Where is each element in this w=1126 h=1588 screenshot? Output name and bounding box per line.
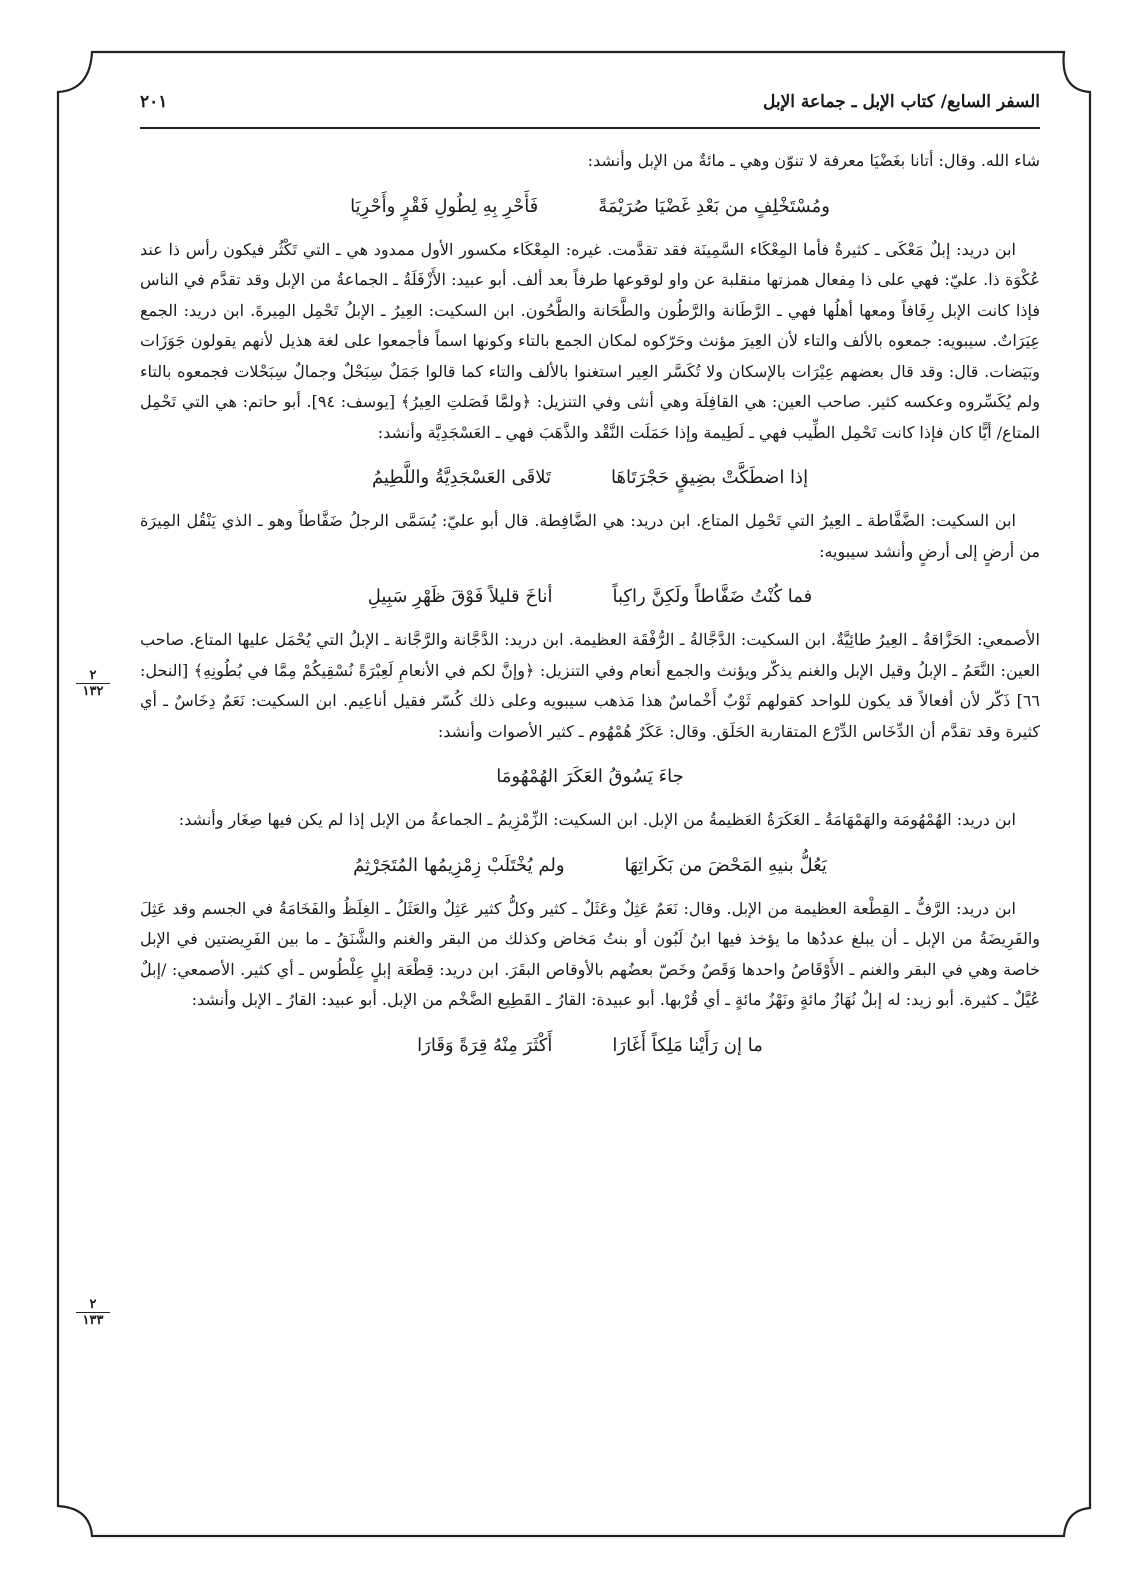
verse bbox=[140, 191, 1040, 223]
verse-second-hemistich: أناخَ قليلاً فَوْقَ ظَهْرِ سَبِيلِ bbox=[367, 586, 553, 607]
verse-second-hemistich: فَأَحْرِ بِهِ لِطُولِ فَقْرٍ وأَحْرِيَا bbox=[350, 195, 539, 217]
margin-note-volume: ٢ bbox=[76, 1297, 110, 1313]
header-title: السفر السابع/ كتاب الإبل ـ جماعة الإبل bbox=[762, 92, 1040, 112]
verse-first-hemistich: إذا اضطَكَّتْ بضِيقٍ حَجْرَتَاهَا bbox=[611, 467, 809, 488]
verse-first-hemistich: فما كُنْتُ ضَفَّاطاً ولَكِنَّ راكِباً bbox=[612, 586, 813, 607]
page-number: ٢٠١ bbox=[140, 92, 168, 112]
paragraph: ابن السكيت: الضَّفَّاطة ـ العِيرُ التي تَحْمِل المتاع. ابن دريد: هي الضَّافِطة. قال أبو عليّ: يُسَمَّى الرجلُ ضَفَّاطاً وهو ـ الذي يَنْقُل المِيرَة من أرضٍ إلى أرضٍ وأنشد سيبويه: bbox=[140, 511, 1040, 561]
verse-second-hemistich: ولم يُخْتَلَبْ زِمْزِيمُها المُتَجَرْثِمُ bbox=[353, 854, 565, 876]
margin-note-folio: ١٣٢ bbox=[82, 684, 104, 699]
verse-second-hemistich: أَكْثَرَ مِنْهُ قِرَةً وَقَارَا bbox=[417, 1034, 553, 1056]
verse-single-line: جاءَ يَسُوقُ العَكَرَ الهُمْهُومَا bbox=[496, 766, 684, 787]
verse bbox=[140, 462, 1040, 494]
paragraph: ابن دريد: الهُمْهُومَة والهَمْهَامَةُ ـ العَكَرَةُ العَظيمةُ من الإبل. ابن السكيت: الزِّمْزِيمُ ـ الجماعةُ من الإبل إذا لم يكن فيها صِغَار وأنشد: bbox=[178, 810, 1016, 829]
verse-second-hemistich: تَلاقَى العَسْجَدِيَّةُ واللَّطِيمُ bbox=[371, 467, 552, 488]
verse-first-hemistich: يَعُلُّ بنيهِ المَحْضَ من بَكَراتِهَا bbox=[624, 854, 827, 876]
verse bbox=[140, 1030, 1040, 1062]
verse-first-hemistich: ومُسْتَخْلِفٍ من بَعْدِ غَضْيَا صُرَيْمَةً bbox=[598, 195, 830, 217]
margin-note-folio: ١٣٣ bbox=[82, 1313, 104, 1328]
margin-note bbox=[76, 668, 110, 699]
page-body bbox=[140, 146, 1040, 1074]
verse bbox=[140, 581, 1040, 613]
paragraph: الأصمعي: الحَزَّاقةُ ـ العِيرُ طائِيَّةٌ. ابن السكيت: الدَّجَّالةُ ـ الرُّفْقَة العظيمة. ابن دريد: الدَّجَّانة والرَّجَّانة ـ الإبلُ التي يُحْمَل عليها المتاع. صاحب العين: النَّعَمُ ـ الإبلُ وقيل الإبل والغنم يذكّر ويؤنث والجمع أنعام وفي التنزيل: ﴿وإنَّ لكم في الأنعامِ لَعِبْرَةً نُسْقِيكُمْ مِمَّا في بُطُونِهِ﴾ [النحل: ٦٦] ذَكّر لأن أفعالاً قد يكون للواحد كقولهم ثَوْبٌ أَخْماسٌ هذا مَذهب سيبويه وعلى ذلك كُسّر فقيل أناعِيم. ابن السكيت: نَعَمٌ دِخَاسٌ ـ أي كثيرة وقد تقدَّم أن الدِّخَاس الدِّرْع المتقاربة الحَلَق. وقال: عَكَرٌ هُمْهُوم ـ كثير الأصوات وأنشد: bbox=[140, 630, 1041, 741]
margin-note bbox=[76, 1297, 110, 1328]
verse-first-hemistich: ما إن رَأَيْنا مَلِكاً أَغَارَا bbox=[612, 1034, 763, 1056]
verse bbox=[140, 761, 1040, 793]
paragraph: شاء الله. وقال: أتانا بغَضْيَا معرفة لا تنوّن وهي ـ مائةٌ من الإبل وأنشد: bbox=[587, 151, 1040, 170]
paragraph: ابن دريد: الرَّفُّ ـ القِطْعة العظيمة من الإبل. وقال: نَعَمٌ عَثِلٌ وعَثَلٌ ـ كثير وكلُّ كثير عَثِلٌ والعَثَلُ ـ الغِلَظُ والفَخَامَةُ في الجسم وقد عَثِلَ والفَرِيضَةُ من الإبل ـ أن يبلغ عددُها ما يؤخذ فيها ابنُ لَبُون أو بنتُ مَخاض وكذلك من البقر والغنم والشَّنَقُ ـ ما بين الفَرِيضتين في الإبل خاصة وهي في البقر والغنم ـ الأَوْقَاصُ واحدها وَقَصٌ وخَصّ بعضُهم بالأوقاص البقَرَ. ابن دريد: قِطْعَة إبلٍ عِلْطُوس ـ أي كثير. الأصمعي: /إبلٌ عُيَّلٌ ـ كثيرة. أبو زيد: له إبلٌ نُهَازُ مائةٍ ونَهْزُ مائةٍ ـ أي قُرْبها. أبو عبيدة: القارُ ـ القَطِيع الضَّخْم من الإبل. أبو عبيد: القارُ ـ الإبل وأنشد: bbox=[140, 898, 1041, 1009]
paragraph: ابن دريد: إبلٌ مَعْكَى ـ كثيرةٌ فأما المِعْكَاء السَّمِينَة فقد تقدَّمت. غيره: المِعْكَاء مكسور الأول ممدود هي ـ التي تَكْثُر فيكون رأس ذا عند عُكْوَة ذا. عليّ: فهي على ذا مِفعال همزتها منقلبة عن واو لوقوعها طرفاً بعد ألف. أبو عبيد: الأَزْفَلَةُ ـ الجماعةُ من الإبل وقد تقدَّم في الناس فإذا كانت الإبل رِفَافاً ومعها أهلُها فهي ـ الرَّطَانة والرَّطُون والطَّحَانة والطَّحُون. ابن السكيت: العِيرُ ـ الإبلُ تَحْمِل المِيرةَ. ابن دريد: الجمع عِيَرَاتٌ. سيبويه: جمعوه بالألف والتاء لأن العِيرَ مؤنث وحَرّكوه لمكان الجمع بالتاء وكونها اسماً فأجمعوا على لغة هذيل لأنهم يقولون جَوَزَات وبَيَضات. قال: وقد قال بعضهم عِيْرَات بالإسكان ولا تُكَسَّر العِير استغنوا بالألف والتاء كما قالوا جَمَلٌ سِبَحْلٌ وجمالٌ سِبَحْلات فجمعوه بالتاء ولم يُكَسِّروه وعكسه كثير. صاحب العين: هي القافِلَة وهي أنثى وفي التنزيل: ﴿ولمَّا فَصَلتِ العِيرُ﴾ [يوسف: ٩٤]. أبو حاتم: هي التي تَحْمِل المتاع/ أيًّا كان فإذا كانت تَحْمِل الطِّيب فهي ـ لَطِيمة وإذا حَمَلَت النَّقْد والذَّهَبَ فهي ـ العَسْجَدِيَّة وأنشد: bbox=[140, 239, 1041, 442]
margin-note-volume: ٢ bbox=[76, 668, 110, 684]
verse bbox=[140, 850, 1040, 882]
running-header bbox=[140, 84, 1040, 124]
